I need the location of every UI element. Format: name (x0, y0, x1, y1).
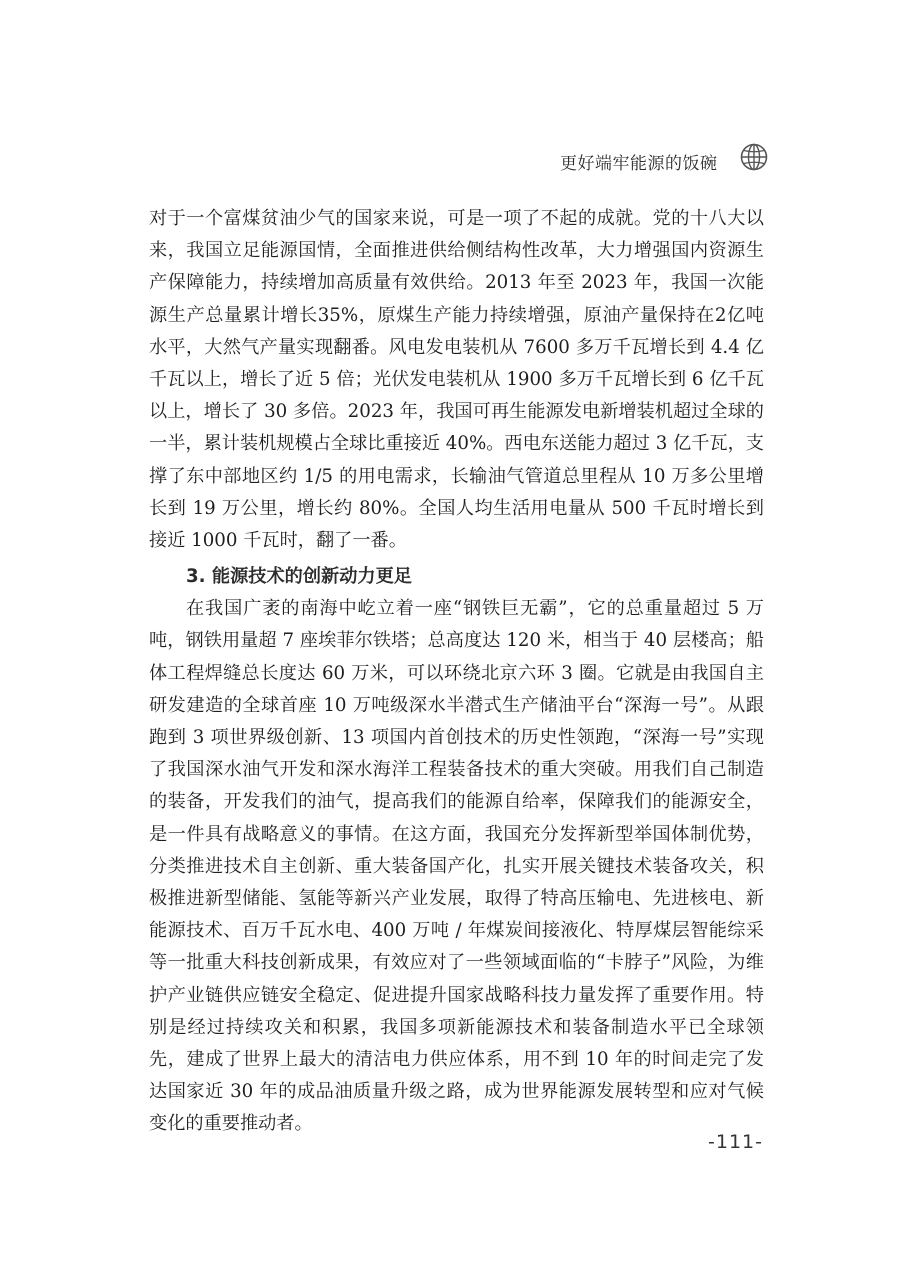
section-heading: 3. 能源技术的创新动力更足 (186, 566, 412, 588)
paragraph-energy-supply: 对于一个富煤贫油少气的国家来说，可是一项了不起的成就。党的十八大以来，我国立足能源国情，全面推进供给侧结构性改革，大力增强国内资源生产保障能力，持续增加高质量有效供给。2013 年至 2023 年，我国一次能源生产总量累计增长35%，原煤生产能力持续增强，原油产量保持在2亿吨水平，大然气产量实现翻番。风电发电装机从 7600 多万千瓦增长到 4.4 亿千瓦以上，增长了近 5 倍；光伏发电装机从 1900 多万千瓦增长到 6 亿千瓦以上，增长了 30 多倍。2023 年，我国可再生能源发电新增装机超过全球的一半，累计装机规模占全球比重接近 40%。西电东送能力超过 3 亿千瓦，支撑了东中部地区约 1/5 的用电需求，长输油气管道总里程从 10 万多公里增长到 19 万公里，增长约 80%。全国人均生活用电量从 500 千瓦时增长到接近 1000 千瓦时，翻了一番。 (149, 208, 764, 552)
page-number: -111- (708, 1131, 763, 1153)
paragraph-energy-technology: 在我国广袤的南海中屹立着一座“钢铁巨无霸”，它的总重量超过 5 万吨，钢铁用量超 7 座埃菲尔铁塔；总高度达 120 米，相当于 40 层楼高；船体工程焊缝总长度达 60 万米，可以环绕北京六环 3 圈。它就是由我国自主研发建造的全球首座 10 万吨级深水半潜式生产储油平台“深海一号”。从跟跑到 3 项世界级创新、13 项国内首创技术的历史性领跑，“深海一号”实现了我国深水油气开发和深水海洋工程装备技术的重大突破。用我们自己制造的装备，开发我们的油气，提高我们的能源自给率，保障我们的能源安全，是一件具有战略意义的事情。在这方面，我国充分发挥新型举国体制优势，分类推进技术自主创新、重大装备国产化，扎实开展关键技术装备攻关，积极推进新型储能、氢能等新兴产业发展，取得了特高压输电、先进核电、新能源技术、百万千瓦水电、400 万吨 / 年煤炭间接液化、特厚煤层智能综采等一批重大科技创新成果，有效应对了一些领域面临的“卡脖子”风险，为维护产业链供应链安全稳定、促进提升国家战略科技力量发挥了重要作用。特别是经过持续攻关和积累，我国多项新能源技术和装备制造水平已全球领先，建成了世界上最大的清洁电力供应体系，用不到 10 年的时间走完了发达国家近 30 年的成品油质量升级之路，成为世界能源发展转型和应对气候变化的重要推动者。 (149, 598, 764, 1135)
body-text (149, 203, 764, 1141)
globe-icon (740, 143, 768, 171)
running-header-title: 更好端牢能源的饭碗 (560, 154, 718, 174)
